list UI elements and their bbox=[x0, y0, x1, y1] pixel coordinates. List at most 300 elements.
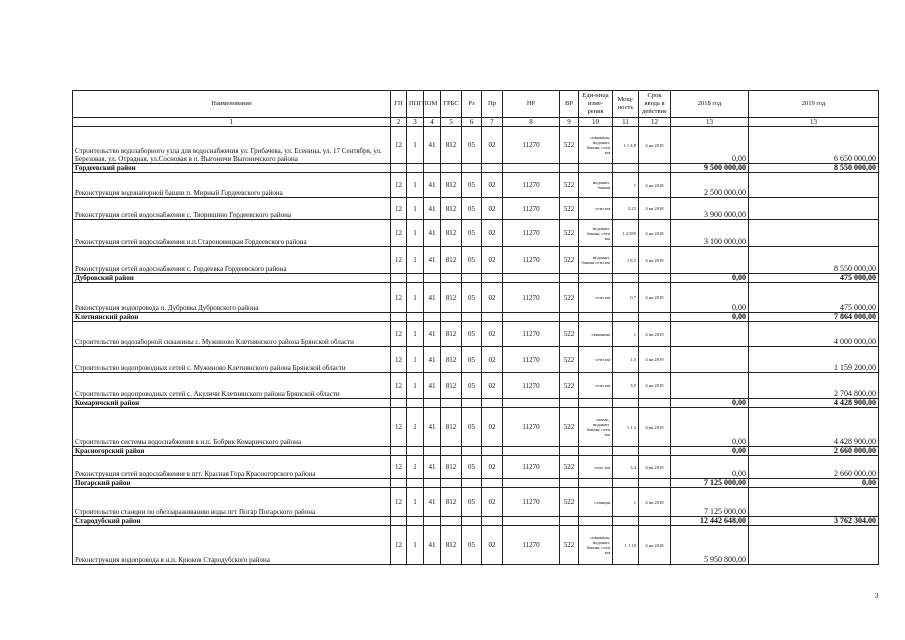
header-cell: ГП bbox=[391, 91, 407, 118]
empty-cell bbox=[503, 313, 560, 322]
item-name: Строительство водозаборного узла для водоснабжения ул. Грибачева, ул. Есенина, ул. 17 Сентября, ул. Березовая, ул. Отрадная, ул.Сосновая в п. Выгоничи Выгоничского района bbox=[73, 127, 391, 164]
item-name: Строительство станции по обеззараживанию воды пгт Погар Погарского района bbox=[73, 488, 391, 517]
rz-cell: 05 bbox=[462, 247, 482, 274]
empty-cell bbox=[391, 517, 407, 526]
gp-cell: 12 bbox=[391, 526, 407, 565]
section-name: Дубровский район bbox=[73, 274, 391, 283]
empty-cell bbox=[613, 313, 639, 322]
empty-cell bbox=[579, 517, 613, 526]
empty-cell bbox=[579, 399, 613, 408]
nr-cell: 11270 bbox=[503, 247, 560, 274]
empty-cell bbox=[424, 447, 441, 456]
empty-cell bbox=[579, 274, 613, 283]
empty-cell bbox=[639, 447, 671, 456]
section-total-2019: 2 660 000,00 bbox=[749, 447, 879, 456]
item-name: Реконструкция водопровода п. Дубровка Дубровского района bbox=[73, 283, 391, 313]
column-number-cell: 2 bbox=[391, 118, 407, 127]
ppgp-cell: 1 bbox=[407, 526, 424, 565]
header-cell: 2019 год bbox=[749, 91, 879, 118]
vr-cell: 522 bbox=[560, 220, 579, 247]
empty-cell bbox=[639, 399, 671, 408]
grbs-cell: 812 bbox=[441, 322, 462, 347]
term-cell: 4 кв 2018 bbox=[639, 220, 671, 247]
pr-cell: 02 bbox=[482, 408, 503, 447]
empty-cell bbox=[613, 274, 639, 283]
unit-cell: станция bbox=[579, 488, 613, 517]
empty-cell bbox=[482, 517, 503, 526]
grbs-cell: 812 bbox=[441, 347, 462, 373]
empty-cell bbox=[482, 164, 503, 173]
column-number-cell: 7 bbox=[482, 118, 503, 127]
unit-cell: сети км bbox=[579, 198, 613, 220]
gp-cell: 12 bbox=[391, 283, 407, 313]
table-row bbox=[73, 347, 879, 373]
ppgp-cell: 1 bbox=[407, 247, 424, 274]
rz-cell: 05 bbox=[462, 220, 482, 247]
rz-cell: 05 bbox=[462, 373, 482, 399]
empty-cell bbox=[407, 517, 424, 526]
pr-cell: 02 bbox=[482, 526, 503, 565]
column-number-cell: 12 bbox=[639, 118, 671, 127]
empty-cell bbox=[391, 447, 407, 456]
empty-cell bbox=[482, 479, 503, 488]
header-cell: ОМ bbox=[424, 91, 441, 118]
rz-cell: 05 bbox=[462, 526, 482, 565]
section-total-2018: 0,00 bbox=[671, 313, 749, 322]
ppgp-cell: 1 bbox=[407, 173, 424, 198]
amount-2019 bbox=[749, 220, 879, 247]
rz-cell: 05 bbox=[462, 456, 482, 479]
table-row bbox=[73, 127, 879, 164]
empty-cell bbox=[482, 313, 503, 322]
empty-cell bbox=[639, 517, 671, 526]
gp-cell: 12 bbox=[391, 322, 407, 347]
gp-cell: 12 bbox=[391, 173, 407, 198]
gp-cell: 12 bbox=[391, 488, 407, 517]
empty-cell bbox=[424, 517, 441, 526]
empty-cell bbox=[441, 313, 462, 322]
gp-cell: 12 bbox=[391, 198, 407, 220]
header-cell: ГРБС bbox=[441, 91, 462, 118]
empty-cell bbox=[639, 274, 671, 283]
empty-cell bbox=[462, 517, 482, 526]
vr-cell: 522 bbox=[560, 322, 579, 347]
om-cell: 41 bbox=[424, 283, 441, 313]
om-cell: 41 bbox=[424, 127, 441, 164]
grbs-cell: 812 bbox=[441, 488, 462, 517]
empty-cell bbox=[560, 164, 579, 173]
header-cell: Мощ-ность bbox=[613, 91, 639, 118]
column-number-cell: 5 bbox=[441, 118, 462, 127]
power-cell: 5,25 bbox=[613, 198, 639, 220]
vr-cell: 522 bbox=[560, 173, 579, 198]
header-cell: НР bbox=[503, 91, 560, 118]
amount-2018: 5 950 800,00 bbox=[671, 526, 749, 565]
item-name: Реконструкция сетей водоснабжения в пгт. Красная Гора Красногорского района bbox=[73, 456, 391, 479]
empty-cell bbox=[441, 517, 462, 526]
rz-cell: 05 bbox=[462, 283, 482, 313]
grbs-cell: 812 bbox=[441, 198, 462, 220]
table-row bbox=[73, 456, 879, 479]
header-cell: Срок ввода в действие bbox=[639, 91, 671, 118]
nr-cell: 11270 bbox=[503, 322, 560, 347]
empty-cell bbox=[424, 164, 441, 173]
header-cell: Наименование bbox=[73, 91, 391, 118]
empty-cell bbox=[407, 399, 424, 408]
ppgp-cell: 1 bbox=[407, 488, 424, 517]
power-cell: 1 1 4,9 bbox=[613, 127, 639, 164]
header-cell: 2018 год bbox=[671, 91, 749, 118]
empty-cell bbox=[613, 479, 639, 488]
om-cell: 41 bbox=[424, 220, 441, 247]
column-number-cell: 13 bbox=[671, 118, 749, 127]
empty-cell bbox=[560, 399, 579, 408]
empty-cell bbox=[407, 479, 424, 488]
om-cell: 41 bbox=[424, 173, 441, 198]
nr-cell: 11270 bbox=[503, 456, 560, 479]
table-body bbox=[73, 91, 879, 565]
empty-cell bbox=[613, 164, 639, 173]
vr-cell: 522 bbox=[560, 198, 579, 220]
power-cell: 1 bbox=[613, 488, 639, 517]
nr-cell: 11270 bbox=[503, 526, 560, 565]
power-cell: 1 1 2 bbox=[613, 408, 639, 447]
grbs-cell: 812 bbox=[441, 283, 462, 313]
grbs-cell: 812 bbox=[441, 247, 462, 274]
gp-cell: 12 bbox=[391, 456, 407, 479]
empty-cell bbox=[462, 399, 482, 408]
empty-cell bbox=[613, 447, 639, 456]
grbs-cell: 812 bbox=[441, 373, 462, 399]
item-name: Строительство водопроводных сетей с. Мужиново Клетнянского района Брянской области bbox=[73, 347, 391, 373]
power-cell: 1,5 bbox=[613, 347, 639, 373]
om-cell: 41 bbox=[424, 456, 441, 479]
table-row bbox=[73, 488, 879, 517]
empty-cell bbox=[579, 313, 613, 322]
table-row bbox=[73, 408, 879, 447]
empty-cell bbox=[424, 274, 441, 283]
empty-cell bbox=[407, 447, 424, 456]
unit-cell: скважина, водонап. башня, сети км bbox=[579, 127, 613, 164]
amount-2018: 0,00 bbox=[671, 283, 749, 313]
empty-cell bbox=[441, 164, 462, 173]
column-number-cell: 6 bbox=[462, 118, 482, 127]
om-cell: 41 bbox=[424, 408, 441, 447]
power-cell: 1 1 10 bbox=[613, 526, 639, 565]
amount-2018: 0,00 bbox=[671, 456, 749, 479]
section-row bbox=[73, 274, 879, 283]
grbs-cell: 812 bbox=[441, 173, 462, 198]
amount-2018 bbox=[671, 347, 749, 373]
ppgp-cell: 1 bbox=[407, 127, 424, 164]
rz-cell: 05 bbox=[462, 127, 482, 164]
term-cell: 4 кв 2019 bbox=[639, 127, 671, 164]
rz-cell: 05 bbox=[462, 198, 482, 220]
section-total-2019: 0,00 bbox=[749, 479, 879, 488]
gp-cell: 12 bbox=[391, 373, 407, 399]
unit-cell: водонап. башня сети км bbox=[579, 247, 613, 274]
term-cell: 4 кв 2019 bbox=[639, 247, 671, 274]
pr-cell: 02 bbox=[482, 220, 503, 247]
section-total-2019: 7 864 000,00 bbox=[749, 313, 879, 322]
amount-2018: 7 125 000,00 bbox=[671, 488, 749, 517]
empty-cell bbox=[391, 313, 407, 322]
empty-cell bbox=[407, 164, 424, 173]
term-cell: 4 кв 2018 bbox=[639, 488, 671, 517]
nr-cell: 11270 bbox=[503, 347, 560, 373]
nr-cell: 11270 bbox=[503, 127, 560, 164]
amount-2019: 2 704 800,00 bbox=[749, 373, 879, 399]
grbs-cell: 812 bbox=[441, 526, 462, 565]
amount-2019 bbox=[749, 488, 879, 517]
vr-cell: 522 bbox=[560, 488, 579, 517]
empty-cell bbox=[391, 164, 407, 173]
om-cell: 41 bbox=[424, 488, 441, 517]
section-row bbox=[73, 479, 879, 488]
table-row bbox=[73, 526, 879, 565]
table-row bbox=[73, 220, 879, 247]
om-cell: 41 bbox=[424, 198, 441, 220]
empty-cell bbox=[503, 164, 560, 173]
unit-cell: сети км bbox=[579, 373, 613, 399]
rz-cell: 05 bbox=[462, 173, 482, 198]
empty-cell bbox=[639, 479, 671, 488]
empty-cell bbox=[613, 517, 639, 526]
section-name: Комаричский район bbox=[73, 399, 391, 408]
section-name: Красногорский район bbox=[73, 447, 391, 456]
column-number-cell: 3 bbox=[407, 118, 424, 127]
empty-cell bbox=[424, 313, 441, 322]
empty-cell bbox=[424, 399, 441, 408]
column-number-cell: 10 bbox=[579, 118, 613, 127]
rz-cell: 05 bbox=[462, 408, 482, 447]
vr-cell: 522 bbox=[560, 347, 579, 373]
amount-2019: 475 000,00 bbox=[749, 283, 879, 313]
ppgp-cell: 1 bbox=[407, 283, 424, 313]
amount-2018: 2 500 000,00 bbox=[671, 173, 749, 198]
power-cell: 1 8,5 bbox=[613, 247, 639, 274]
empty-cell bbox=[579, 447, 613, 456]
om-cell: 41 bbox=[424, 373, 441, 399]
rz-cell: 05 bbox=[462, 347, 482, 373]
pr-cell: 02 bbox=[482, 373, 503, 399]
gp-cell: 12 bbox=[391, 247, 407, 274]
gp-cell: 12 bbox=[391, 347, 407, 373]
item-name: Реконструкция сетей водоснабжения с. Гордеевка Гордеевского района bbox=[73, 247, 391, 274]
unit-cell: водонап. башня, сети км bbox=[579, 220, 613, 247]
vr-cell: 522 bbox=[560, 373, 579, 399]
empty-cell bbox=[391, 274, 407, 283]
term-cell: 4 кв 2018 bbox=[639, 198, 671, 220]
pr-cell: 02 bbox=[482, 456, 503, 479]
amount-2018: 0,00 bbox=[671, 408, 749, 447]
term-cell: 4 кв 2019 bbox=[639, 347, 671, 373]
amount-2019 bbox=[749, 526, 879, 565]
empty-cell bbox=[407, 274, 424, 283]
empty-cell bbox=[579, 479, 613, 488]
pr-cell: 02 bbox=[482, 283, 503, 313]
empty-cell bbox=[441, 399, 462, 408]
section-total-2019: 8 550 000,00 bbox=[749, 164, 879, 173]
item-name: Строительство системы водоснабжения в н.п. Бобрик Комаричского района bbox=[73, 408, 391, 447]
table-row bbox=[73, 322, 879, 347]
empty-cell bbox=[482, 447, 503, 456]
amount-2019: 4 000 000,00 bbox=[749, 322, 879, 347]
nr-cell: 11270 bbox=[503, 173, 560, 198]
section-row bbox=[73, 313, 879, 322]
om-cell: 41 bbox=[424, 247, 441, 274]
column-number-cell: 1 bbox=[73, 118, 391, 127]
ppgp-cell: 1 bbox=[407, 408, 424, 447]
power-cell: 1 bbox=[613, 322, 639, 347]
header-cell: Пр bbox=[482, 91, 503, 118]
power-cell: 3,4 bbox=[613, 456, 639, 479]
pr-cell: 02 bbox=[482, 347, 503, 373]
empty-cell bbox=[560, 274, 579, 283]
ppgp-cell: 1 bbox=[407, 347, 424, 373]
empty-cell bbox=[560, 517, 579, 526]
item-name: Реконструкция водонапорной башни п. Мирный Гордеевского района bbox=[73, 173, 391, 198]
header-row bbox=[73, 91, 879, 118]
grbs-cell: 812 bbox=[441, 127, 462, 164]
section-total-2018: 9 500 000,00 bbox=[671, 164, 749, 173]
pr-cell: 02 bbox=[482, 198, 503, 220]
table-row bbox=[73, 198, 879, 220]
column-number-cell: 4 bbox=[424, 118, 441, 127]
section-total-2018: 7 125 000,00 bbox=[671, 479, 749, 488]
ppgp-cell: 1 bbox=[407, 456, 424, 479]
vr-cell: 522 bbox=[560, 127, 579, 164]
amount-2019: 6 650 000,00 bbox=[749, 127, 879, 164]
budget-table bbox=[72, 90, 879, 565]
section-total-2019: 4 428 900,00 bbox=[749, 399, 879, 408]
section-total-2019: 3 762 304,00 bbox=[749, 517, 879, 526]
header-cell: ППГП bbox=[407, 91, 424, 118]
gp-cell: 12 bbox=[391, 127, 407, 164]
unit-cell: сети км bbox=[579, 283, 613, 313]
empty-cell bbox=[639, 164, 671, 173]
unit-cell: сети. км bbox=[579, 456, 613, 479]
pr-cell: 02 bbox=[482, 173, 503, 198]
empty-cell bbox=[503, 479, 560, 488]
amount-2019: 2 660 000,00 bbox=[749, 456, 879, 479]
empty-cell bbox=[407, 313, 424, 322]
ppgp-cell: 1 bbox=[407, 220, 424, 247]
empty-cell bbox=[441, 274, 462, 283]
column-number-cell: 8 bbox=[503, 118, 560, 127]
ppgp-cell: 1 bbox=[407, 373, 424, 399]
item-name: Реконструкция сетей водоснабжения с. Творишино Гордеевского района bbox=[73, 198, 391, 220]
grbs-cell: 812 bbox=[441, 408, 462, 447]
header-cell: Еди-ница изме-рения bbox=[579, 91, 613, 118]
empty-cell bbox=[613, 399, 639, 408]
unit-cell: скважина bbox=[579, 322, 613, 347]
grbs-cell: 812 bbox=[441, 220, 462, 247]
pr-cell: 02 bbox=[482, 127, 503, 164]
power-cell: 3,5 bbox=[613, 373, 639, 399]
empty-cell bbox=[503, 517, 560, 526]
nr-cell: 11270 bbox=[503, 283, 560, 313]
column-number-cell: 13 bbox=[749, 118, 879, 127]
section-name: Гордеевский район bbox=[73, 164, 391, 173]
section-total-2018: 0,00 bbox=[671, 399, 749, 408]
empty-cell bbox=[462, 479, 482, 488]
empty-cell bbox=[424, 479, 441, 488]
amount-2018 bbox=[671, 373, 749, 399]
empty-cell bbox=[503, 274, 560, 283]
section-total-2018: 12 442 648,00 bbox=[671, 517, 749, 526]
header-cell: Рз bbox=[462, 91, 482, 118]
empty-cell bbox=[462, 313, 482, 322]
power-cell: 1 4,385 bbox=[613, 220, 639, 247]
item-name: Строительство водопроводных сетей с. Акуличи Клетнянского района Брянской области bbox=[73, 373, 391, 399]
empty-cell bbox=[560, 313, 579, 322]
column-number-cell: 9 bbox=[560, 118, 579, 127]
vr-cell: 522 bbox=[560, 247, 579, 274]
term-cell: 4 кв 2019 bbox=[639, 456, 671, 479]
section-total-2019: 475 000,00 bbox=[749, 274, 879, 283]
section-row bbox=[73, 399, 879, 408]
section-row bbox=[73, 517, 879, 526]
term-cell: 4 кв 2018 bbox=[639, 173, 671, 198]
unit-cell: водонап. башня bbox=[579, 173, 613, 198]
empty-cell bbox=[441, 479, 462, 488]
column-number-cell: 11 bbox=[613, 118, 639, 127]
amount-2018: 3 900 000,00 bbox=[671, 198, 749, 220]
nr-cell: 11270 bbox=[503, 408, 560, 447]
pr-cell: 02 bbox=[482, 488, 503, 517]
term-cell: 4 кв 2019 bbox=[639, 283, 671, 313]
nr-cell: 11270 bbox=[503, 488, 560, 517]
amount-2019 bbox=[749, 173, 879, 198]
ppgp-cell: 1 bbox=[407, 198, 424, 220]
empty-cell bbox=[391, 399, 407, 408]
empty-cell bbox=[560, 479, 579, 488]
grbs-cell: 812 bbox=[441, 456, 462, 479]
budget-table-document bbox=[72, 90, 878, 565]
table-row bbox=[73, 373, 879, 399]
amount-2018 bbox=[671, 322, 749, 347]
unit-cell: скважина, водонап. башня, сети км bbox=[579, 526, 613, 565]
om-cell: 41 bbox=[424, 322, 441, 347]
amount-2019: 4 428 900,00 bbox=[749, 408, 879, 447]
power-cell: 0,7 bbox=[613, 283, 639, 313]
pr-cell: 02 bbox=[482, 247, 503, 274]
section-name: Клетнянский район bbox=[73, 313, 391, 322]
gp-cell: 12 bbox=[391, 408, 407, 447]
amount-2019: 1 159 200,00 bbox=[749, 347, 879, 373]
empty-cell bbox=[503, 447, 560, 456]
header-cell: ВР bbox=[560, 91, 579, 118]
gp-cell: 12 bbox=[391, 220, 407, 247]
page-number: 3 bbox=[875, 592, 879, 600]
item-name: Реконструкция сетей водоснабжения н.п.Староновицкая Гордеевского района bbox=[73, 220, 391, 247]
section-row bbox=[73, 447, 879, 456]
empty-cell bbox=[639, 313, 671, 322]
amount-2018: 3 100 000,00 bbox=[671, 220, 749, 247]
empty-cell bbox=[462, 164, 482, 173]
vr-cell: 522 bbox=[560, 283, 579, 313]
term-cell: 4 кв 2019 bbox=[639, 322, 671, 347]
term-cell: 4 кв 2018 bbox=[639, 526, 671, 565]
table-row bbox=[73, 283, 879, 313]
empty-cell bbox=[579, 164, 613, 173]
empty-cell bbox=[441, 447, 462, 456]
om-cell: 41 bbox=[424, 526, 441, 565]
item-name: Реконструкция водопровода в н.п. Крюков Стародубского района bbox=[73, 526, 391, 565]
empty-cell bbox=[462, 274, 482, 283]
unit-cell: сети км bbox=[579, 347, 613, 373]
